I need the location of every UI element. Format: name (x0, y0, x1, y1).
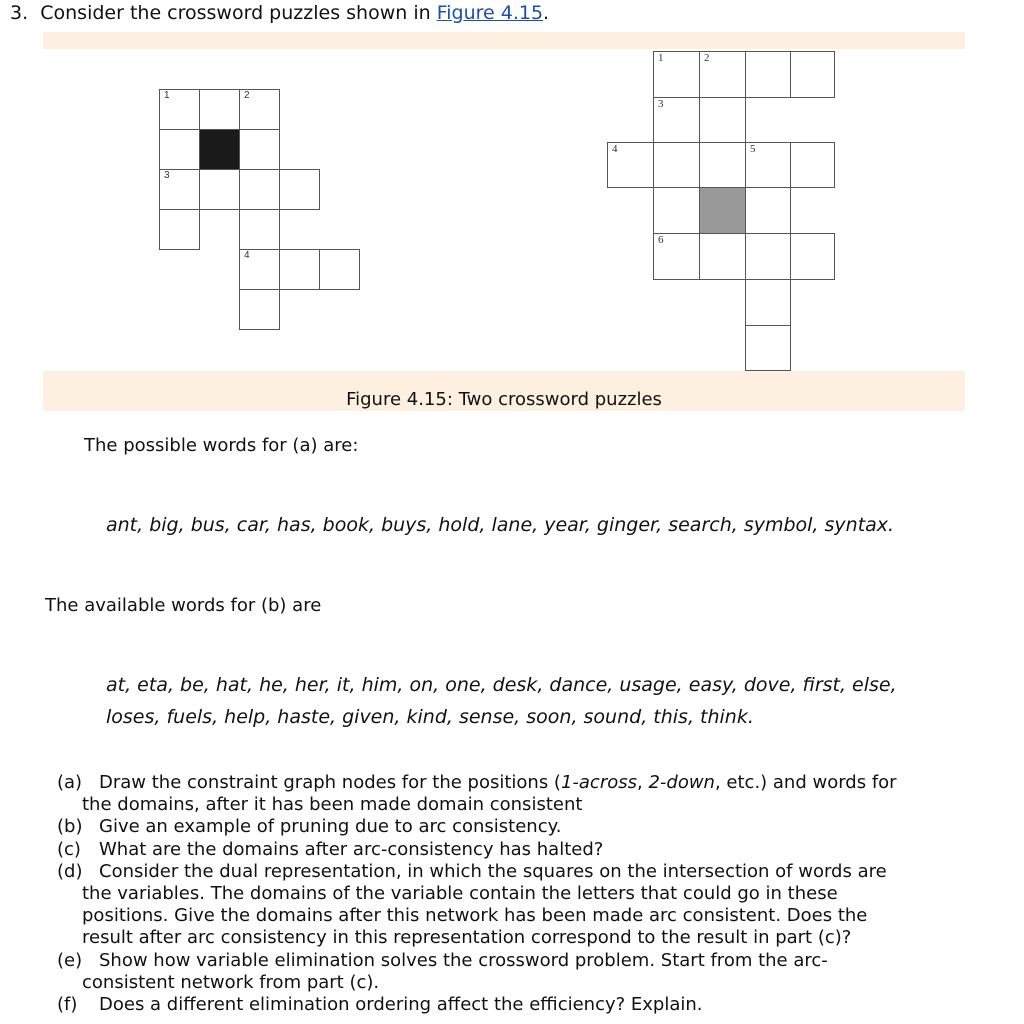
puzzle-a-blocked-cell (199, 129, 240, 170)
clue-number: 2 (244, 90, 250, 101)
question-text: Show how variable elimination solves the crossword problem. Start from the arc- (99, 949, 828, 971)
question-label: (b) (57, 816, 83, 838)
puzzle-b-cell (745, 187, 791, 234)
puzzle-b-cell (653, 233, 700, 280)
clue-number: 1 (658, 52, 664, 64)
puzzle-b-cell (699, 97, 746, 143)
words-b-list-line2: loses, fuels, help, haste, given, kind, sense, soon, sound, this, think. (106, 706, 754, 728)
question-text: Draw the constraint graph nodes for the positions ( (99, 772, 561, 793)
question-text-italic: 1-across (560, 772, 637, 793)
puzzle-a-cell (159, 209, 200, 250)
puzzle-b-cell (699, 142, 746, 188)
clue-number: 3 (658, 98, 664, 110)
puzzle-b-cell (653, 187, 700, 234)
puzzle-a-cell (239, 209, 280, 250)
puzzle-b-cell (790, 142, 835, 188)
puzzle-a-cell (239, 89, 280, 130)
puzzle-b-cell (699, 51, 746, 98)
puzzle-b-cell (745, 279, 791, 326)
figure-caption: Figure 4.15: Two crossword puzzles (346, 389, 662, 410)
puzzle-b-cell (745, 51, 791, 98)
question-label: (f) (57, 994, 78, 1016)
problem-number: 3. (10, 2, 29, 24)
question-e (57, 950, 897, 972)
question-label: (e) (57, 949, 83, 971)
figure-link[interactable]: Figure 4.15 (436, 2, 544, 24)
question-a (57, 772, 897, 794)
problem-text: Consider the crossword puzzles shown in (40, 2, 437, 24)
puzzle-b-cell (653, 97, 700, 143)
question-label: (c) (57, 838, 81, 860)
puzzle-b-shaded-cell (699, 187, 746, 234)
puzzle-a-cell (279, 249, 320, 290)
puzzle-b-cell (699, 233, 746, 280)
puzzle-b-cell (745, 325, 791, 371)
question-label: (d) (57, 860, 83, 882)
problem-text-end: . (543, 2, 550, 24)
puzzle-a-cell (159, 169, 200, 210)
puzzle-a-cell (239, 129, 280, 170)
clue-number: 1 (164, 90, 170, 101)
puzzle-a-cell (239, 249, 280, 290)
question-c (57, 839, 897, 861)
words-b-intro: The available words for (b) are (45, 595, 322, 616)
puzzle-a-cell (199, 89, 240, 130)
figure-top-band (43, 32, 965, 49)
puzzle-a-cell (159, 129, 200, 170)
question-d-continued: result after arc consistency in this representation correspond to the result in part (c)? (82, 927, 852, 949)
question-text-italic: 2-down (648, 772, 715, 793)
question-b (57, 816, 897, 838)
question-text: What are the domains after arc-consistency has halted? (99, 838, 604, 860)
question-text: , (637, 772, 649, 793)
clue-number: 6 (658, 234, 664, 246)
puzzle-b-cell (653, 142, 700, 188)
question-a-continued: the domains, after it has been made domain consistent (82, 794, 583, 816)
puzzle-a-cell (239, 169, 280, 210)
clue-number: 2 (704, 52, 710, 64)
puzzle-b-cell (790, 233, 835, 280)
question-text: Consider the dual representation, in which the squares on the intersection of words are (99, 860, 887, 882)
question-d (57, 861, 897, 883)
puzzle-b-cell (745, 233, 791, 280)
words-a-list: ant, big, bus, car, has, book, buys, hold, lane, year, ginger, search, symbol, syntax. (106, 514, 895, 536)
question-e-continued: consistent network from part (c). (82, 971, 380, 993)
puzzle-a-cell (159, 89, 200, 130)
question-label: (a) (57, 772, 83, 793)
question-text: Does a different elimination ordering affect the efficiency? Explain. (99, 994, 703, 1016)
puzzle-b-cell (790, 51, 835, 98)
question-d-continued: the variables. The domains of the variable contain the letters that could go in these (82, 883, 838, 905)
problem-heading (10, 2, 549, 24)
question-text: , etc.) and words for (714, 772, 897, 793)
words-a-intro: The possible words for (a) are: (84, 435, 359, 456)
question-text: Give an example of pruning due to arc consistency. (99, 816, 562, 838)
question-f (57, 994, 897, 1016)
puzzle-b-cell (607, 142, 654, 188)
puzzle-a-cell (319, 249, 360, 290)
puzzle-a-cell (279, 169, 320, 210)
words-b-list-line1: at, eta, be, hat, he, her, it, him, on, one, desk, dance, usage, easy, dove, first, else, (106, 674, 897, 696)
puzzle-a-cell (199, 169, 240, 210)
question-list (57, 772, 897, 1016)
clue-number: 4 (244, 250, 250, 261)
clue-number: 3 (164, 170, 170, 181)
puzzle-a-cell (239, 289, 280, 330)
question-d-continued: positions. Give the domains after this network has been made arc consistent. Does the (82, 905, 868, 927)
puzzle-b-cell (745, 142, 791, 188)
clue-number: 5 (750, 143, 756, 155)
clue-number: 4 (612, 143, 618, 155)
puzzle-b-cell (653, 51, 700, 98)
